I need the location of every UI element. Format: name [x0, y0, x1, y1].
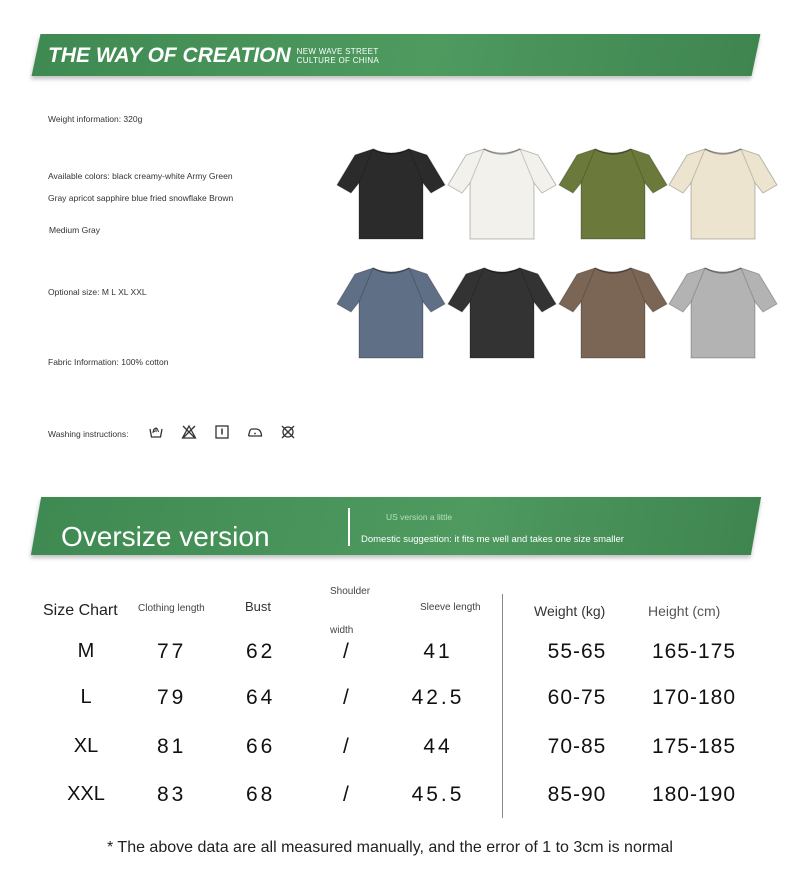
cell-weight: 60-75	[547, 686, 607, 709]
cell-bust: 62	[246, 640, 276, 663]
cell-sleeve: 41	[423, 640, 453, 663]
oversize-title: Oversize version	[61, 521, 270, 552]
cell-weight: 70-85	[547, 735, 607, 758]
wash-icons	[148, 424, 296, 440]
header-weight: Weight (kg)	[534, 603, 606, 619]
cell-size: XL	[73, 735, 99, 757]
cell-length: 81	[157, 735, 187, 758]
colors-info-line3: Medium Gray	[49, 225, 101, 235]
cell-size: XXL	[67, 783, 105, 805]
size-chart-label: Size Chart	[43, 602, 118, 619]
banner-subtitle	[297, 47, 379, 65]
oversize-note-domestic: Domestic suggestion: it fits me well and takes one size smaller	[361, 534, 624, 545]
header-clothing-length: Clothing length	[138, 603, 205, 614]
no-dry-clean-icon	[280, 424, 296, 440]
tshirt-creamy-white	[446, 143, 558, 243]
tshirt-medium-gray	[667, 262, 779, 362]
header-banner-content	[48, 40, 379, 72]
header-height: Height (cm)	[648, 603, 721, 619]
weight-info: Weight information: 320g	[48, 114, 143, 124]
iron-icon	[247, 424, 263, 440]
header-shoulder-line2: width	[330, 625, 354, 636]
tshirt-fried-snowflake-black	[446, 262, 558, 362]
cell-length: 83	[157, 783, 187, 806]
cell-height: 180-190	[651, 783, 737, 806]
cell-sleeve: 42.5	[411, 686, 465, 709]
oversize-note-us: US version a little	[386, 512, 453, 522]
cell-height: 175-185	[651, 735, 737, 758]
cell-shoulder: /	[343, 735, 352, 758]
tshirt-brown	[557, 262, 669, 362]
no-bleach-icon	[181, 424, 197, 440]
colors-info-line1: Available colors: black creamy-white Army Green	[48, 171, 233, 181]
colors-info-line2: Gray apricot sapphire blue fried snowflake Brown	[48, 193, 234, 203]
cell-bust: 66	[246, 735, 276, 758]
tshirt-army-green	[557, 143, 669, 243]
cell-height: 170-180	[651, 686, 737, 709]
cell-length: 79	[157, 686, 187, 709]
tshirt-sapphire-blue	[335, 262, 447, 362]
cell-size: L	[80, 686, 92, 708]
cell-weight: 55-65	[547, 640, 607, 663]
cell-size: M	[77, 640, 95, 662]
cell-shoulder: /	[343, 783, 352, 806]
hand-wash-icon	[148, 424, 164, 440]
measurement-footnote: * The above data are all measured manually, and the error of 1 to 3cm is normal	[107, 839, 673, 856]
banner-title: THE WAY OF CREATION	[48, 44, 291, 67]
cell-shoulder: /	[343, 686, 352, 709]
cell-bust: 64	[246, 686, 276, 709]
fabric-info: Fabric Information: 100% cotton	[48, 357, 169, 367]
cell-weight: 85-90	[547, 783, 607, 806]
cell-height: 165-175	[651, 640, 737, 663]
table-divider	[502, 594, 503, 818]
banner-divider	[348, 508, 350, 546]
cell-bust: 68	[246, 783, 276, 806]
tshirt-black	[335, 143, 447, 243]
banner-subtitle-line1: NEW WAVE STREET	[296, 47, 379, 56]
header-sleeve-length: Sleeve length	[420, 602, 481, 613]
header-shoulder-line1: Shoulder	[330, 586, 371, 597]
cell-shoulder: /	[343, 640, 352, 663]
size-info: Optional size: M L XL XXL	[48, 287, 147, 297]
tshirt-apricot	[667, 143, 779, 243]
cell-length: 77	[157, 640, 187, 663]
tumble-dry-icon	[214, 424, 230, 440]
banner-subtitle-line2: CULTURE OF CHINA	[296, 56, 380, 65]
cell-sleeve: 44	[423, 735, 453, 758]
washing-info: Washing instructions:	[48, 429, 129, 439]
cell-sleeve: 45.5	[411, 783, 465, 806]
header-bust: Bust	[245, 599, 272, 614]
